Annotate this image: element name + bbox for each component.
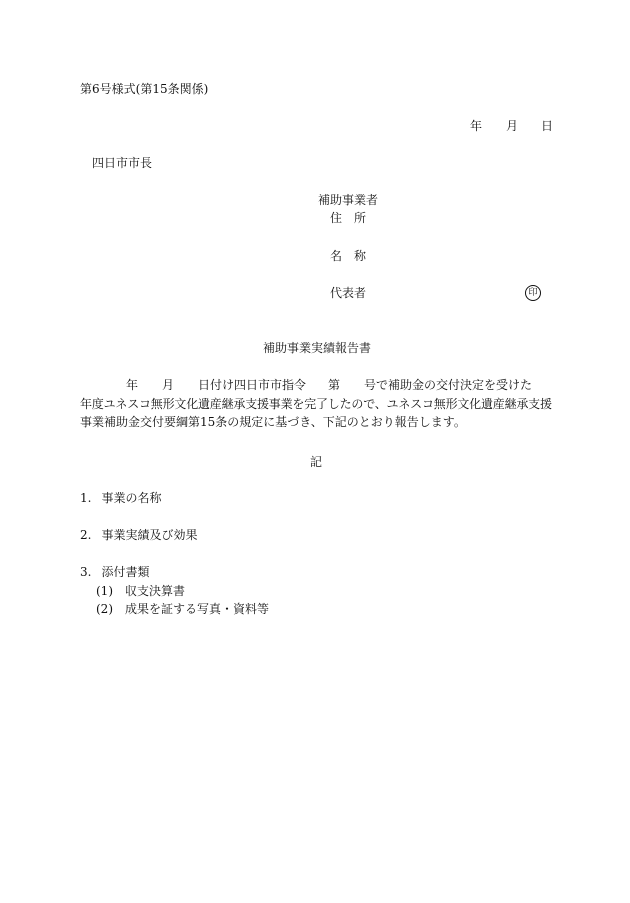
attachment-2-label: 成果を証する写真・資料等 <box>125 602 270 616</box>
name-label-char-2: 称 <box>354 249 367 263</box>
item-2 <box>80 529 197 541</box>
item-3 <box>80 566 149 578</box>
item-3-number: 3. <box>80 565 92 579</box>
item-3-label: 添付書類 <box>101 565 150 579</box>
attachment-1-label: 収支決算書 <box>125 584 186 598</box>
applicant-heading: 補助事業者 <box>318 193 379 207</box>
attachment-2-number: (2) <box>96 602 113 616</box>
address-label <box>330 212 366 224</box>
date-month-label: 月 <box>506 119 519 133</box>
document-title: 補助事業実績報告書 <box>263 341 372 355</box>
name-label <box>330 250 366 262</box>
item-2-label: 事業実績及び効果 <box>101 528 198 542</box>
body-line-1-year: 年 <box>126 378 139 392</box>
seal-mark: 印 <box>525 285 541 301</box>
attachment-2 <box>96 603 269 615</box>
item-1-number: 1. <box>80 491 92 505</box>
item-2-number: 2. <box>80 528 92 542</box>
form-number: 第6号様式(第15条関係) <box>80 82 209 96</box>
date-day-label: 日 <box>541 119 554 133</box>
ki-heading: 記 <box>310 455 323 469</box>
attachment-1 <box>96 585 185 597</box>
item-1 <box>80 492 161 504</box>
representative-label: 代表者 <box>330 286 367 300</box>
address-label-char-1: 住 <box>330 211 343 225</box>
item-1-label: 事業の名称 <box>101 491 162 505</box>
body-line-1-rest: 号で補助金の交付決定を受けた <box>364 378 533 392</box>
date-year-label: 年 <box>470 119 483 133</box>
body-line-1-issued: 日付け四日市市指令 <box>198 378 307 392</box>
body-line-1-no: 第 <box>328 378 341 392</box>
address-label-char-2: 所 <box>354 211 367 225</box>
body-line-2: 年度ユネスコ無形文化遺産継承支援事業を完了したので、ユネスコ無形文化遺産継承支援 <box>80 397 552 411</box>
name-label-char-1: 名 <box>330 249 343 263</box>
addressee: 四日市市長 <box>92 156 153 170</box>
body-line-1-month: 月 <box>162 378 175 392</box>
attachment-1-number: (1) <box>96 584 113 598</box>
body-line-3: 事業補助金交付要綱第15条の規定に基づき、下記のとおり報告します。 <box>80 415 466 429</box>
